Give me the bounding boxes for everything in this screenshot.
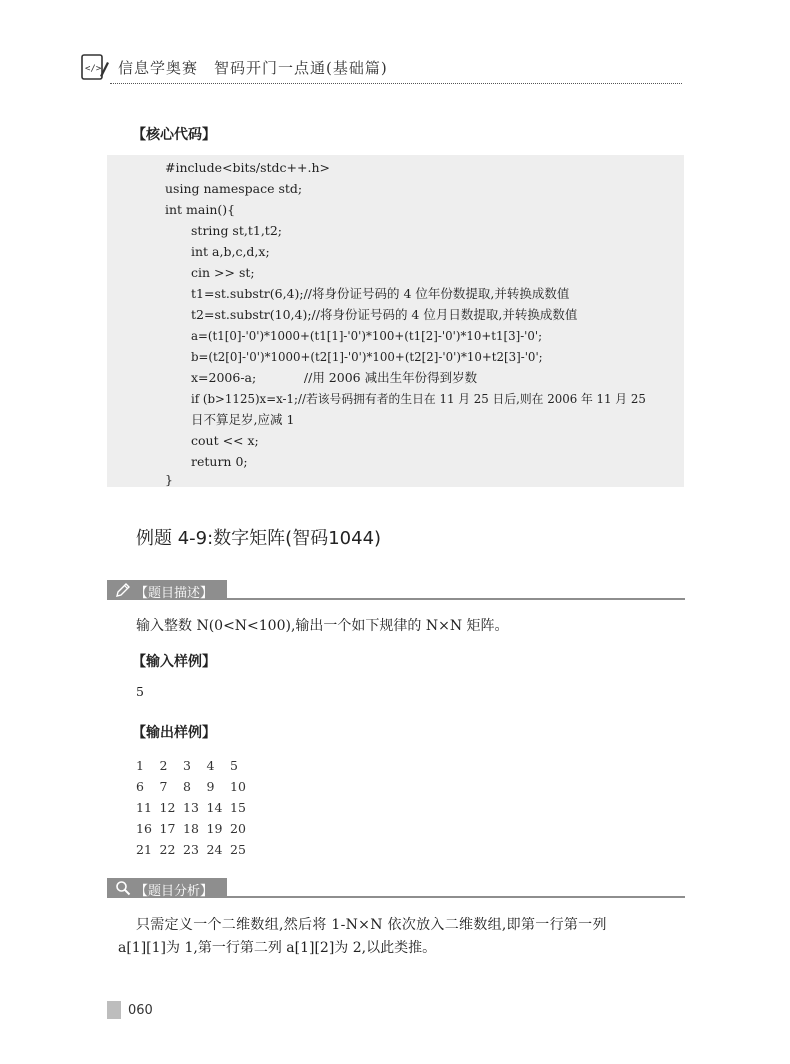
matrix-cell: 3 xyxy=(183,758,191,773)
matrix-cell: 23 xyxy=(183,842,199,857)
matrix-cell: 14 xyxy=(206,800,223,815)
matrix-cell: 10 xyxy=(230,779,246,794)
book-title: 信息学奥赛 智码开门一点通(基础篇) xyxy=(118,59,388,77)
code-line: int a,b,c,d,x; xyxy=(191,244,270,259)
output-matrix xyxy=(136,758,254,863)
matrix-cell: 11 xyxy=(136,800,152,815)
matrix-row xyxy=(136,821,254,842)
matrix-row xyxy=(136,800,254,821)
tag-underline xyxy=(225,896,685,898)
input-sample-value: 5 xyxy=(136,684,144,699)
code-line: return 0; xyxy=(191,454,248,469)
matrix-row xyxy=(136,842,254,863)
matrix-cell: 8 xyxy=(183,779,191,794)
example-title: 例题 4-9:数字矩阵(智码1044) xyxy=(136,528,382,549)
problem-analysis-line-2: a[1][1]为 1,第一行第二列 a[1][2]为 2,以此类推。 xyxy=(118,940,437,956)
matrix-cell: 12 xyxy=(159,800,176,815)
matrix-cell: 4 xyxy=(206,758,215,773)
matrix-cell: 21 xyxy=(136,842,152,857)
code-line: using namespace std; xyxy=(165,181,303,196)
problem-analysis-tag xyxy=(107,878,227,898)
magnifier-icon xyxy=(115,880,131,896)
problem-analysis-label: 【题目分析】 xyxy=(135,884,214,899)
code-line: } xyxy=(165,472,173,487)
input-sample-label: 【输入样例】 xyxy=(132,654,216,670)
problem-description-text: 输入整数 N(0<N<100),输出一个如下规律的 N×N 矩阵。 xyxy=(136,618,509,634)
matrix-cell: 25 xyxy=(230,842,246,857)
matrix-cell: 18 xyxy=(183,821,199,836)
matrix-cell: 5 xyxy=(230,758,238,773)
problem-description-tag xyxy=(107,580,227,600)
core-code-label: 【核心代码】 xyxy=(132,127,216,143)
matrix-cell: 17 xyxy=(159,821,176,836)
code-line: t1=st.substr(6,4);//将身份证号码的 4 位年份数提取,并转换成数值 xyxy=(191,286,570,301)
code-line: int main(){ xyxy=(165,202,236,217)
problem-description-label: 【题目描述】 xyxy=(135,586,214,601)
matrix-cell: 24 xyxy=(206,842,223,857)
matrix-cell: 1 xyxy=(136,758,144,773)
matrix-cell: 9 xyxy=(206,779,215,794)
matrix-cell: 19 xyxy=(206,821,223,836)
code-line: b=(t2[0]-'0')*1000+(t2[1]-'0')*100+(t2[2]-'0')*10+t2[3]-'0'; xyxy=(191,350,543,364)
matrix-cell: 22 xyxy=(159,842,176,857)
pencil-icon xyxy=(115,582,131,598)
code-line: cout << x; xyxy=(191,433,259,448)
matrix-cell: 7 xyxy=(159,779,168,794)
problem-analysis-line-1: 只需定义一个二维数组,然后将 1-N×N 依次放入二维数组,即第一行第一列 xyxy=(136,917,607,933)
matrix-cell: 20 xyxy=(230,821,246,836)
problem-analysis-bar xyxy=(107,878,685,900)
matrix-cell: 13 xyxy=(183,800,199,815)
code-line: 日不算足岁,应减 1 xyxy=(191,412,295,427)
code-line: x=2006-a; //用 2006 减出生年份得到岁数 xyxy=(191,370,478,385)
code-line: string st,t1,t2; xyxy=(191,223,282,238)
problem-description-bar xyxy=(107,580,685,602)
matrix-row xyxy=(136,758,254,779)
matrix-cell: 16 xyxy=(136,821,152,836)
page-number: 060 xyxy=(128,1003,153,1018)
code-line: if (b>1125)x=x-1;//若该号码拥有者的生日在 11 月 25 日后,则在 2006 年 11 月 25 xyxy=(191,392,646,406)
code-line: #include<bits/stdc++.h> xyxy=(165,160,330,175)
code-line: t2=st.substr(10,4);//将身份证号码的 4 位月日数提取,并转换成数值 xyxy=(191,307,578,322)
tag-underline xyxy=(225,598,685,600)
matrix-cell: 2 xyxy=(159,758,168,773)
output-sample-label: 【输出样例】 xyxy=(132,725,216,741)
svg-text:</>: </> xyxy=(85,64,102,74)
matrix-row xyxy=(136,779,254,800)
page-marker xyxy=(107,1001,121,1019)
code-document-icon xyxy=(80,52,110,82)
matrix-cell: 6 xyxy=(136,779,144,794)
code-line: a=(t1[0]-'0')*1000+(t1[1]-'0')*100+(t1[2]-'0')*10+t1[3]-'0'; xyxy=(191,329,543,343)
header-divider xyxy=(110,83,682,84)
code-line: cin >> st; xyxy=(191,265,255,280)
matrix-cell: 15 xyxy=(230,800,246,815)
code-block xyxy=(107,155,684,487)
